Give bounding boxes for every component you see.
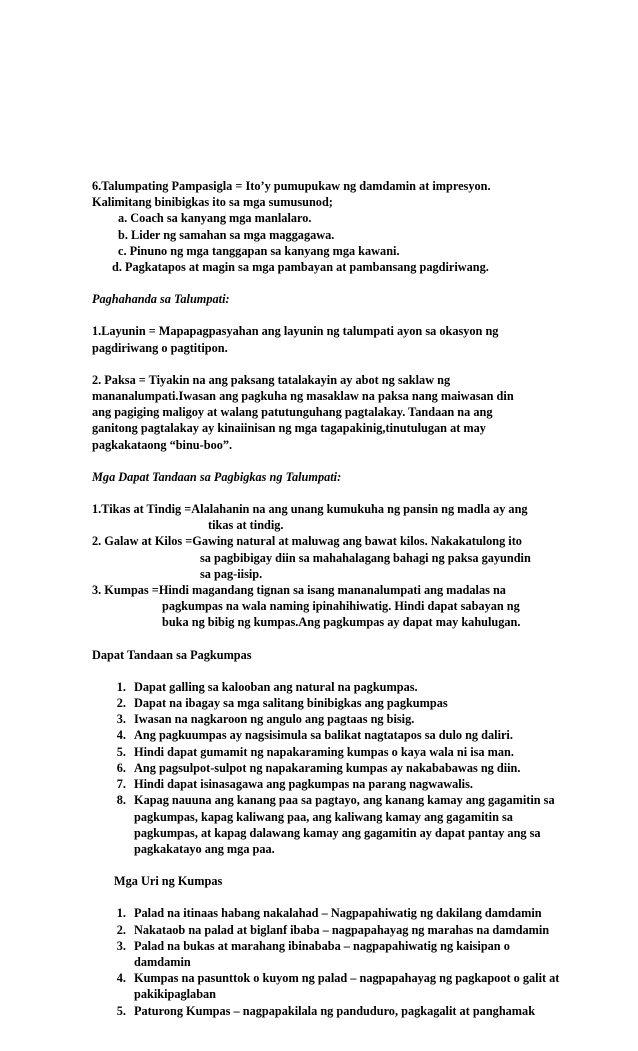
list-text: Hindi dapat isinasagawa ang pagkumpas na parang nagwawalis. xyxy=(134,777,473,792)
list-item xyxy=(92,792,568,857)
layunin-line-1: 1.Layunin = Mapapagpasyahan ang layunin ng talumpati ayon sa okasyon ng xyxy=(92,324,499,339)
pagkumpas-heading: Dapat Tandaan sa Pagkumpas xyxy=(92,647,252,662)
list-item-a: a. Coach sa kanyang mga manlalaro. xyxy=(118,211,312,226)
tikas-term: 1.Tikas at Tindig = xyxy=(92,502,192,517)
list-text: Paturong Kumpas – nagpapakilala ng panduduro, pagkagalit at panghamak xyxy=(134,1003,536,1018)
list-item xyxy=(92,744,568,760)
list-number: 1. xyxy=(116,906,126,921)
list-text: Nakataob na palad at biglanf ibaba – nagpapahayag ng marahas na damdamin xyxy=(134,922,550,937)
list-number: 3. xyxy=(116,712,126,727)
galaw-continuation-1: sa pagbibigay diin sa mahahalagang bahagi ng paksa gayundin xyxy=(200,550,531,565)
list-text: Iwasan na nagkaroon ng angulo ang pagtaas ng bisig. xyxy=(134,712,415,727)
tikas-definition: Alalahanin na ang unang kumukuha ng pansin ng madla ay ang xyxy=(191,502,528,517)
list-number: 8. xyxy=(116,793,126,808)
list-item-d: d. Pagkatapos at magin sa mga pambayan at pambansang pagdiriwang. xyxy=(112,260,489,275)
list-item xyxy=(92,776,568,792)
list-number: 5. xyxy=(116,744,126,759)
list-text: Palad na bukas at marahang ibinababa – nagpapahiwatig ng kaisipan o damdamin xyxy=(134,938,510,969)
galaw-term: 2. Galaw at Kilos = xyxy=(92,534,193,549)
list-number: 1. xyxy=(116,679,126,694)
list-number: 7. xyxy=(116,777,126,792)
list-text: Ang pagkuumpas ay nagsisimula sa balikat nagtatapos sa dulo ng daliri. xyxy=(134,728,513,743)
list-item xyxy=(92,695,568,711)
list-number: 2. xyxy=(116,922,126,937)
galaw-item xyxy=(92,533,568,549)
kumpas-term: 3. Kumpas = xyxy=(92,583,159,598)
list-number: 4. xyxy=(116,971,126,986)
kumpas-continuation-1: pagkumpas na wala naming ipinahihiwatig. Hindi dapat sabayan ng xyxy=(162,599,520,614)
tikas-continuation: tikas at tindig. xyxy=(208,518,284,533)
list-text: Ang pagsulpot-sulpot ng napakaraming kumpas ay nakababawas ng diin. xyxy=(134,760,521,775)
list-item xyxy=(92,938,568,970)
list-text: Kumpas na pasunttok o kuyom ng palad – nagpapahayag ng pagkapoot o galit at pakikipaglaban xyxy=(134,971,560,1002)
tikas-item xyxy=(92,501,568,517)
list-number: 2. xyxy=(116,696,126,711)
uri-kumpas-heading: Mga Uri ng Kumpas xyxy=(114,874,223,889)
list-item xyxy=(92,905,568,921)
galaw-definition: Gawing natural at maluwag ang bawat kilos. Nakakatulong ito xyxy=(192,534,522,549)
list-text: Kapag nauuna ang kanang paa sa pagtayo, ang kanang kamay ang gagamitin sa pagkumpas, kapag kaliwang paa, ang kaliwang kamay ang gagamitin sa pagkumpas, at kapag dalawang kamay ang gagamitin ay dapat pantay ang sa pagkakatayo ang mga paa. xyxy=(134,793,555,856)
paksa-line-4: ganitong pagtalakay ay kinaiinisan ng mga tagapakinig,tinutulugan at may xyxy=(92,421,486,436)
pagkumpas-list xyxy=(92,679,568,857)
list-item xyxy=(92,760,568,776)
pagbigkas-heading: Mga Dapat Tandaan sa Pagbigkas ng Talumpati: xyxy=(92,469,342,484)
list-item xyxy=(92,922,568,938)
paksa-line-5: pagkakataong “binu-boo”. xyxy=(92,437,233,452)
list-text: Palad na itinaas habang nakalahad – Nagpapahiwatig ng dakilang damdamin xyxy=(134,906,542,921)
talumpating-pampasigla-line: 6.Talumpating Pampasigla = Ito’y pumupukaw ng damdamin at impresyon. xyxy=(92,179,491,193)
list-item xyxy=(92,970,568,1002)
list-item xyxy=(92,679,568,695)
list-number: 3. xyxy=(116,938,126,953)
list-text: Hindi dapat gumamit ng napakaraming kumpas o kaya wala ni isa man. xyxy=(134,744,514,759)
uri-kumpas-list xyxy=(92,905,568,1018)
list-number: 6. xyxy=(116,760,126,775)
list-item xyxy=(92,1003,568,1019)
paksa-line-1: 2. Paksa = Tiyakin na ang paksang tatalakayin ay abot ng saklaw ng xyxy=(92,372,451,387)
kumpas-item xyxy=(92,582,568,598)
list-text: Dapat na ibagay sa mga salitang binibigkas ang pagkumpas xyxy=(134,696,448,711)
kumpas-definition: Hindi magandang tignan sa isang mananalumpati ang madalas na xyxy=(158,583,506,598)
layunin-line-2: pagdiriwang o pagtitipon. xyxy=(92,340,228,355)
list-number: 5. xyxy=(116,1003,126,1018)
paghahanda-heading: Paghahanda sa Talumpati: xyxy=(92,292,230,307)
kalimitang-binibigkas-line: Kalimitang binibigkas ito sa mga sumusunod; xyxy=(92,195,333,210)
list-item xyxy=(92,711,568,727)
list-item-c: c. Pinuno ng mga tanggapan sa kanyang mga kawani. xyxy=(118,243,400,258)
paksa-line-2: mananalumpati.Iwasan ang pagkuha ng masaklaw na paksa nang maiwasan din xyxy=(92,389,514,404)
paksa-line-3: ang pagiging maligoy at walang patutunguhang pagtalakay. Tandaan na ang xyxy=(92,405,493,420)
galaw-continuation-2: sa pag-iisip. xyxy=(200,566,263,581)
list-number: 4. xyxy=(116,728,126,743)
kumpas-continuation-2: buka ng bibig ng kumpas.Ang pagkumpas ay dapat may kahulugan. xyxy=(162,615,521,630)
list-item xyxy=(92,727,568,743)
list-item-b: b. Lider ng samahan sa mga maggagawa. xyxy=(118,227,335,242)
list-text: Dapat galling sa kalooban ang natural na pagkumpas. xyxy=(134,679,418,694)
